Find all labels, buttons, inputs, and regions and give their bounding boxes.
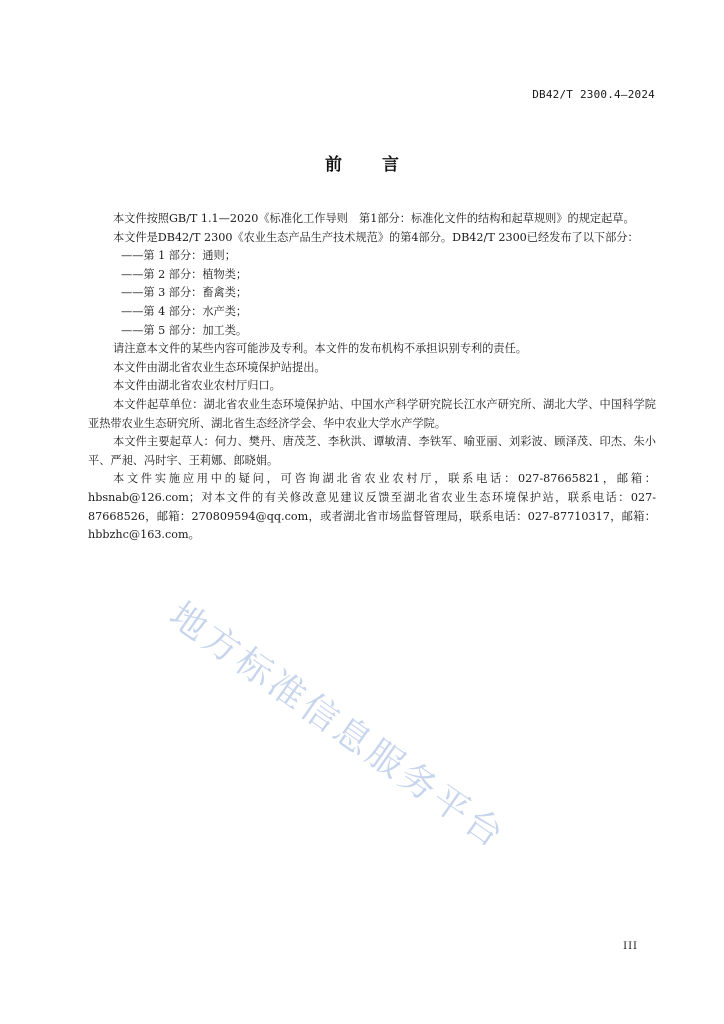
drafting-units-paragraph: 本文件起草单位：湖北省农业生态环境保护站、中国水产科学研究院长江水产研究所、湖北大学、中国科学院亚热带农业生态研究所、湖北省生态经济学会、华中农业大学水产学院。 (88, 397, 656, 430)
drafting-rules-paragraph: 本文件按照GB/T 1.1—2020《标准化工作导则 第1部分：标准化文件的结构和起草规则》的规定起草。 (113, 212, 635, 225)
page-title: 前言 (325, 155, 439, 175)
contact-paragraph: 本文件实施应用中的疑问，可咨询湖北省农业农村厅，联系电话：027-87665821，邮箱：hbsnab@126.com；对本文件的有关修改意见建议反馈至湖北省农业生态环境保护站，联系电话：027-87668526，邮箱：270809594@qq.com，或者湖北省市场监督管理局，联系电话：027-87710317，邮箱：hbbzhc@163.com。 (88, 472, 656, 542)
patent-notice-paragraph: 请注意本文件的某些内容可能涉及专利。本文件的发布机构不承担识别专利的责任。 (113, 342, 527, 356)
drafters-paragraph: 本文件主要起草人：何力、樊丹、唐茂芝、李秋洪、谭敏清、李铁军、喻亚丽、刘彩波、顾泽茂、印杰、朱小平、严昶、冯时宇、王莉娜、郎晓娟。 (88, 435, 656, 467)
document-number: DB42/T 2300.4—2024 (532, 88, 655, 101)
part-list-item: ——第 4 部分：水产类； (121, 304, 248, 318)
watermark-text: 地方标准信息服务平台 (161, 594, 514, 858)
series-paragraph: 本文件是DB42/T 2300《农业生态产品生产技术规范》的第4部分。DB42/T 2300已经发布了以下部分： (113, 230, 639, 244)
part-list-item: ——第 2 部分：植物类； (121, 267, 248, 281)
part-list-item: ——第 1 部分：通则； (121, 249, 236, 263)
proposer-paragraph: 本文件由湖北省农业生态环境保护站提出。 (113, 360, 326, 374)
centralized-unit-paragraph: 本文件由湖北省农业农村厅归口。 (113, 379, 281, 393)
page-number: III (623, 941, 638, 952)
foreword-body (88, 210, 656, 545)
part-list-item: ——第 3 部分：畜禽类； (121, 286, 248, 300)
part-list-item: ——第 5 部分：加工类。 (121, 323, 248, 337)
